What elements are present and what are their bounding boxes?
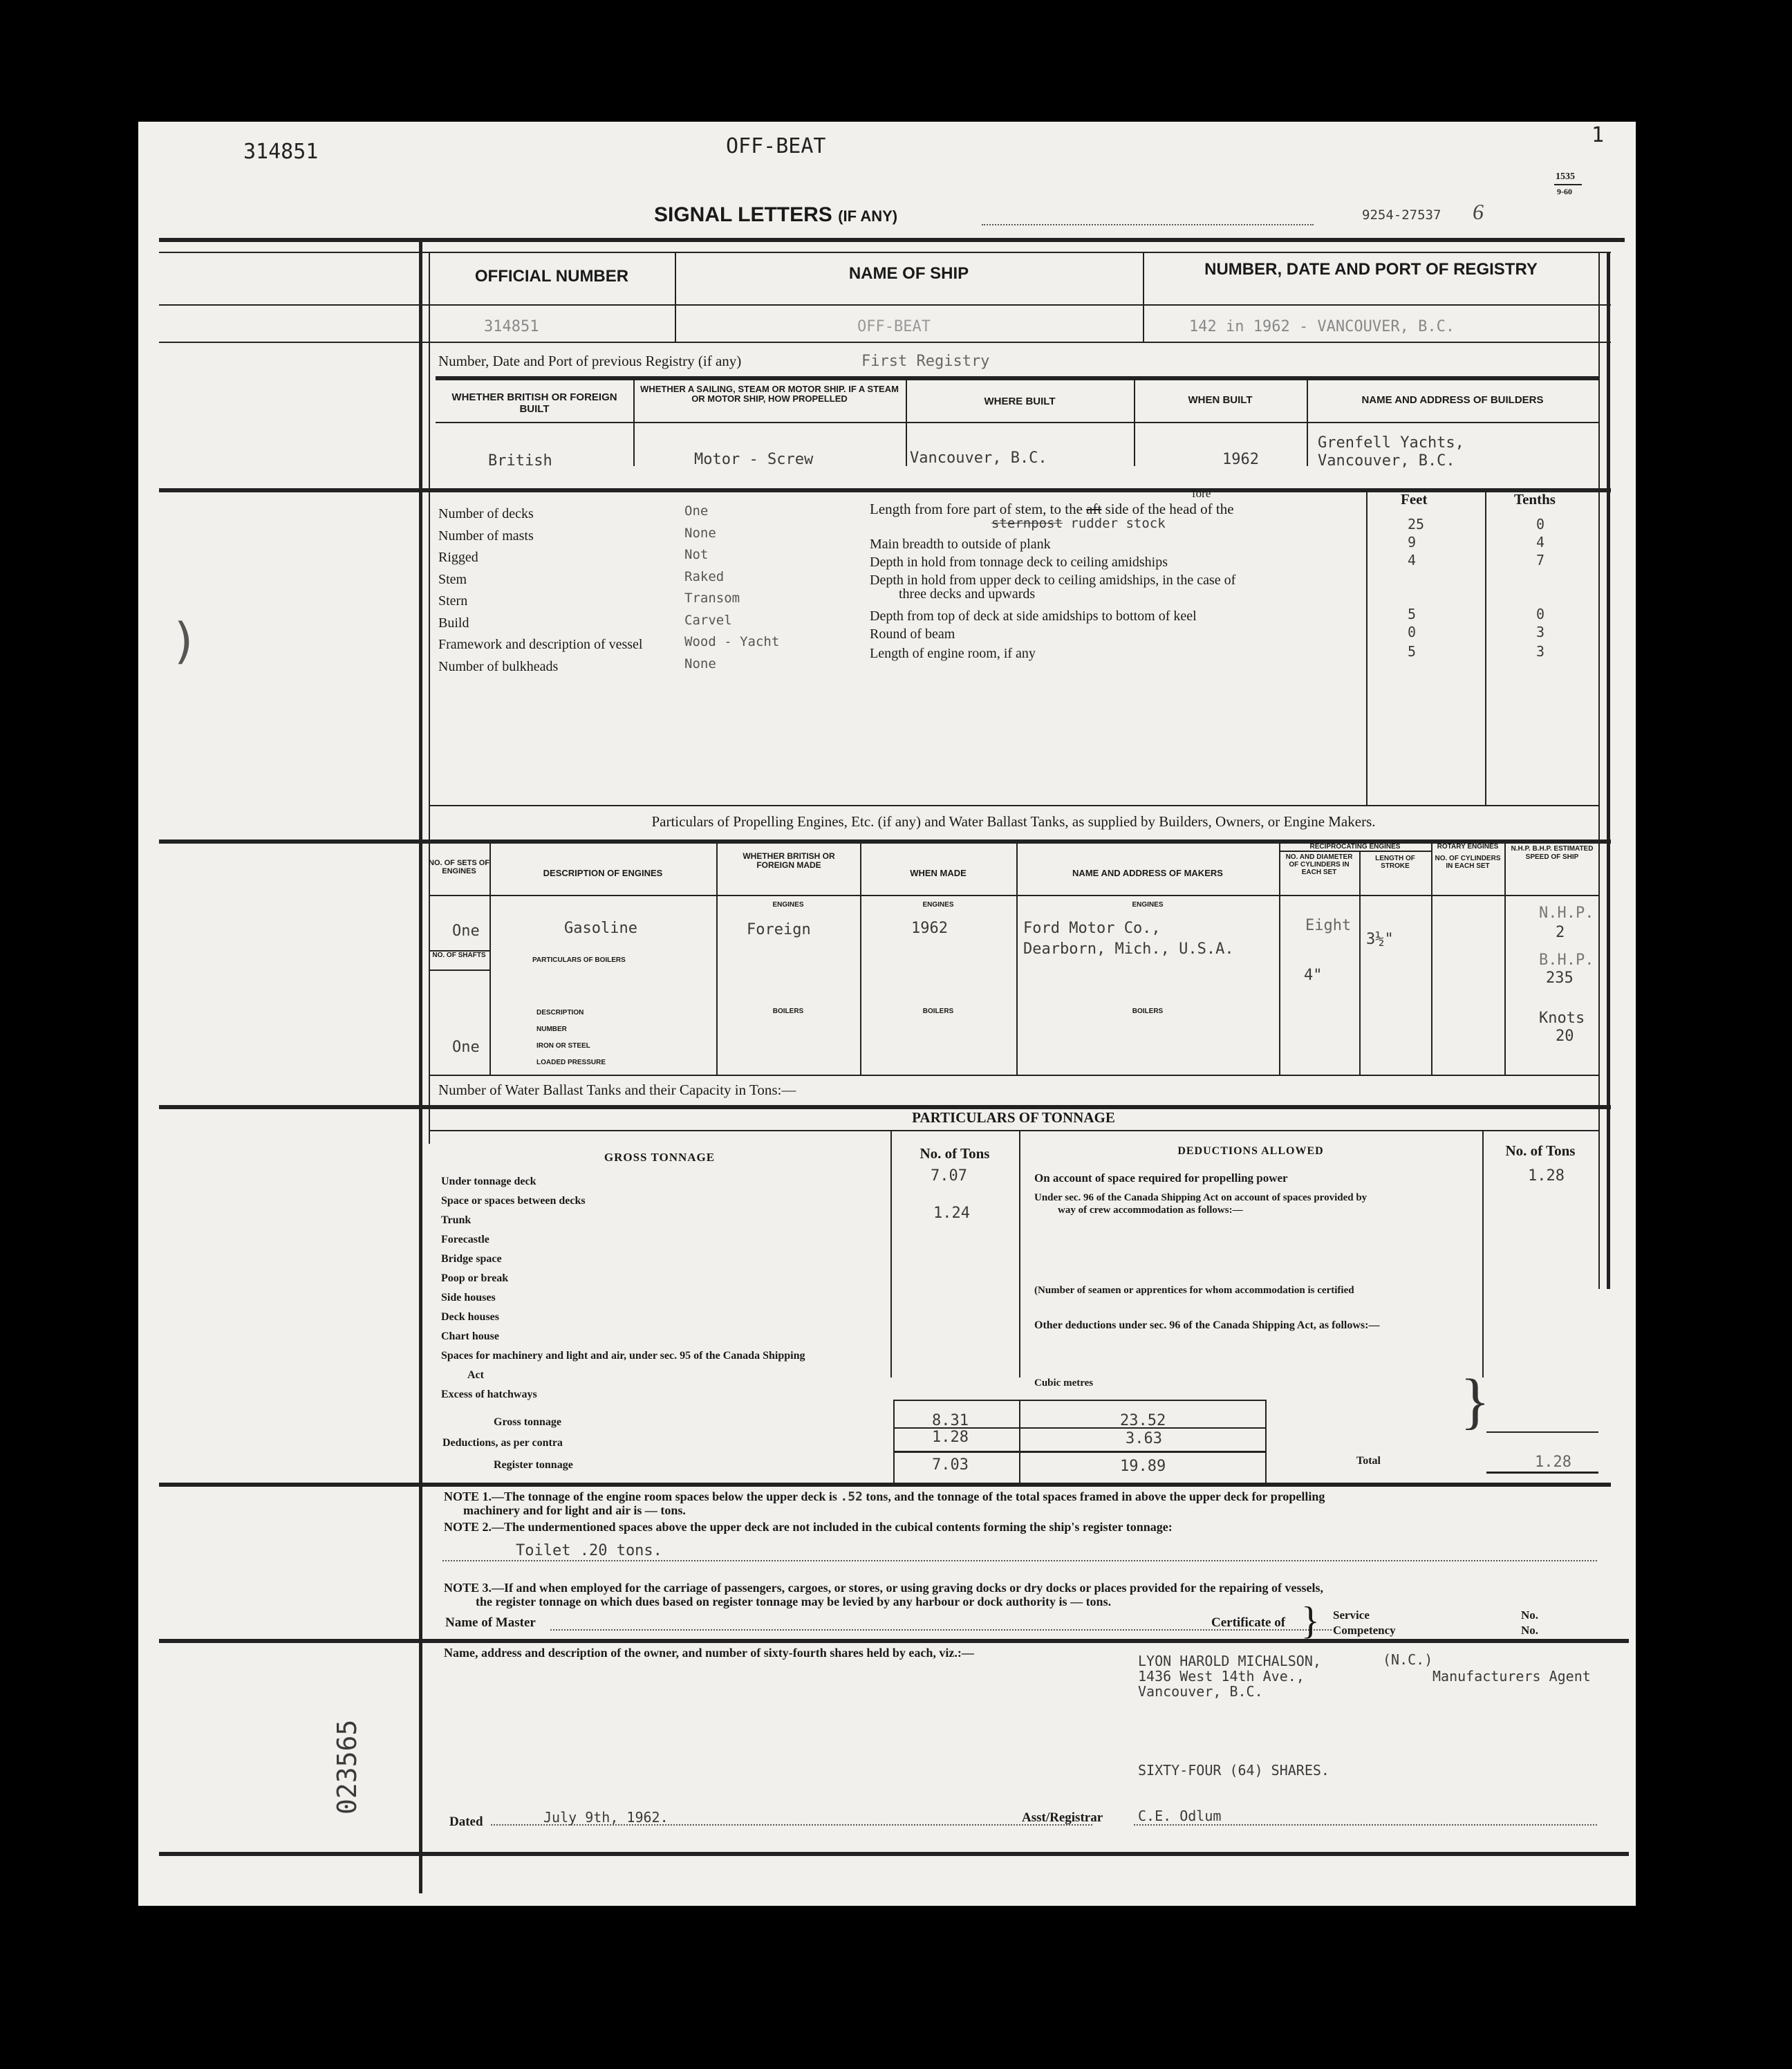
rotary-header: ROTARY ENGINES [1437, 843, 1499, 851]
british-made-header: WHETHER BRITISH OR FOREIGN MADE [743, 851, 835, 870]
description-label: Number of masts [438, 528, 534, 544]
rotary-cylinders-header: NO. OF CYLINDERS IN EACH SET [1435, 855, 1501, 870]
register-total: 7.03 [932, 1456, 969, 1474]
boilers-label: PARTICULARS OF BOILERS [532, 956, 626, 964]
when-made-header: WHEN MADE [910, 868, 967, 878]
where-built-value: Vancouver, B.C. [910, 449, 1047, 467]
dimension-tenths: 0 [1536, 606, 1545, 622]
official-number-header: OFFICIAL NUMBER [474, 267, 629, 286]
engines-title: Particulars of Propelling Engines, Etc. (if any) and Water Ballast Tanks, as supplied by Builders, Owners, or Engine Makers. [651, 813, 1376, 830]
recip-header: RECIPROCATING ENGINES [1309, 843, 1401, 851]
diameter-value: 4" [1304, 967, 1323, 984]
nhp-value: 2 [1556, 924, 1565, 941]
engines-tag-1: ENGINES [772, 901, 804, 909]
dated-value: July 9th, 1962. [543, 1809, 669, 1826]
tons-header: No. of Tons [920, 1145, 990, 1162]
master-label: Name of Master [445, 1615, 536, 1630]
cubic-metres-label: Cubic metres [1034, 1377, 1094, 1389]
total-value: 1.28 [1535, 1454, 1571, 1471]
tonnage-title: PARTICULARS OF TONNAGE [912, 1109, 1115, 1126]
stroke-value: 3½" [1366, 931, 1394, 948]
makers-header: NAME AND ADDRESS OF MAKERS [1072, 868, 1223, 878]
gross-total-label: Gross tonnage [494, 1416, 561, 1428]
trunk-tons: 1.24 [933, 1205, 970, 1222]
register-tonnage-label: Register tonnage [494, 1459, 573, 1471]
dimension-label: three decks and upwards [899, 586, 1036, 602]
tonnage-row-label: Excess of hatchways [441, 1389, 537, 1400]
feet-header: Feet [1401, 491, 1428, 508]
engines-tag-3: ENGINES [1132, 901, 1164, 909]
registrar-value: C.E. Odlum [1138, 1808, 1222, 1824]
registrar-label: Asst/Registrar [1022, 1810, 1103, 1825]
name-of-ship-header: NAME OF SHIP [848, 264, 969, 283]
shafts-label: NO. OF SHAFTS [432, 952, 486, 959]
shafts-value: One [452, 1039, 480, 1056]
tenths-header: Tenths [1514, 491, 1556, 508]
tonnage-row-label: Forecastle [441, 1234, 489, 1245]
margin-mark: ) [174, 613, 194, 669]
ship-name-value: OFF-BEAT [857, 318, 931, 335]
description-label: Number of decks [438, 506, 534, 521]
tonnage-row-label: Deck houses [441, 1311, 500, 1323]
length-label-continued: sternpost rudder stock [991, 516, 1166, 531]
description-value: One [684, 503, 709, 519]
tonnage-row-label: Spaces for machinery and light and air, under sec. 95 of the Canada Shipping [441, 1350, 805, 1362]
owner-label: Name, address and description of the owner, and number of sixty-fourth shares held by each, viz.:— [444, 1646, 974, 1660]
makers-line1: Ford Motor Co., [1023, 920, 1161, 937]
dimension-feet: 5 [1408, 606, 1417, 622]
note3-line1: NOTE 3.—If and when employed for the carriage of passengers, cargoes, or stores, or using graving docks or dry docks or places provided for the repairing of vessels, [444, 1581, 1323, 1595]
certificate-label: Certificate of [1211, 1615, 1286, 1630]
where-built-header: WHERE BUILT [984, 396, 1056, 407]
boilers-tag-1: BOILERS [772, 1008, 804, 1015]
propelled-value: Motor - Screw [694, 451, 814, 468]
nhp-label: N.H.P. [1539, 904, 1594, 922]
tonnage-row-label: Side houses [441, 1292, 496, 1303]
cylinders-value: Eight [1305, 917, 1352, 934]
dimension-tenths: 3 [1536, 643, 1545, 660]
tonnage-row-label: Space or spaces between decks [441, 1195, 586, 1207]
table-right-line [1598, 252, 1600, 1289]
deductions-total: 1.28 [932, 1429, 969, 1446]
propelled-header: WHETHER A SAILING, STEAM OR MOTOR SHIP. IF A STEAM OR MOTOR SHIP, HOW PROPELLED [640, 384, 899, 404]
engines-tag-2: ENGINES [922, 901, 954, 909]
page-number: 1 [1592, 123, 1605, 147]
description-value: Carvel [684, 612, 732, 628]
dimension-tenths: 0 [1536, 516, 1545, 532]
fore-insert: fore [1192, 487, 1211, 500]
gross-cubic: 23.52 [1120, 1412, 1166, 1429]
deductions-cubic: 3.63 [1126, 1430, 1162, 1447]
description-label: Number of bulkheads [438, 658, 559, 674]
top-rule [159, 238, 1625, 242]
dimension-label: Round of beam [870, 627, 955, 642]
tonnage-row-label: Poop or break [441, 1272, 509, 1284]
dimension-feet: 25 [1408, 516, 1425, 532]
previous-registry-label: Number, Date and Port of previous Registry (if any) [438, 353, 742, 369]
service-label: Service [1333, 1608, 1370, 1622]
length-label: Length from fore part of stem, to the aft side of the head of the [870, 501, 1234, 517]
engine-origin-value: Foreign [747, 921, 811, 938]
certificate-bracket: } [1301, 1599, 1320, 1642]
description-label: Build [438, 615, 469, 631]
note2-value: Toilet .20 tons. [516, 1542, 662, 1559]
speed-value: 20 [1556, 1028, 1574, 1045]
dimension-tenths: 3 [1536, 624, 1545, 640]
total-label: Total [1356, 1455, 1381, 1467]
when-built-value: 1962 [1222, 451, 1259, 468]
form-code-rule [1554, 184, 1582, 185]
table-left-line [429, 252, 430, 1144]
boiler-field-label: DESCRIPTION [536, 1009, 584, 1017]
description-label: Framework and description of vessel [438, 637, 643, 652]
previous-registry-value: First Registry [861, 353, 990, 370]
description-value: Not [684, 547, 709, 562]
dimension-feet: 0 [1408, 624, 1417, 640]
owner-address2: Vancouver, B.C. [1138, 1683, 1263, 1700]
owner-shares: SIXTY-FOUR (64) SHARES. [1138, 1762, 1329, 1779]
ded-propelling: On account of space required for propelling power [1034, 1171, 1288, 1185]
description-label: Rigged [438, 550, 478, 565]
official-number-top: 314851 [243, 140, 319, 164]
description-value: Wood - Yacht [684, 634, 780, 649]
dimension-label: Depth in hold from upper deck to ceiling amidships, in the case of [870, 573, 1236, 588]
boilers-tag-3: BOILERS [1132, 1008, 1164, 1015]
british-built-header: WHETHER BRITISH OR FOREIGN BUILT [451, 391, 617, 415]
note1-line2: machinery and for light and air is — tons. [463, 1503, 686, 1517]
dimension-feet: 4 [1408, 552, 1417, 568]
side-number: 023565 [332, 1719, 362, 1815]
deductions-total-label: Deductions, as per contra [442, 1437, 563, 1449]
description-label: Stem [438, 571, 467, 587]
owner-occupation: Manufacturers Agent [1432, 1668, 1591, 1685]
makers-line2: Dearborn, Mich., U.S.A. [1023, 940, 1234, 958]
stroke-header: LENGTH OF STROKE [1375, 855, 1415, 870]
note3-line2: the register tonnage on which dues based on register tonnage may be levied by any harbour or dock authority is — tons. [476, 1595, 1112, 1608]
builders-header: NAME AND ADDRESS OF BUILDERS [1361, 394, 1544, 406]
sets-header: NO. OF SETS OF ENGINES [429, 859, 490, 875]
dimension-label: Length of engine room, if any [870, 646, 1036, 661]
ballast-label: Number of Water Ballast Tanks and their Capacity in Tons:— [438, 1082, 796, 1098]
official-number-value: 314851 [484, 318, 539, 335]
form-code-bottom: 9-60 [1557, 187, 1572, 196]
tonnage-row-label: Under tonnage deck [441, 1176, 536, 1187]
signal-letters-label: SIGNAL LETTERS (IF ANY) [654, 203, 898, 226]
tonnage-row-label: Chart house [441, 1330, 500, 1342]
tonnage-row-label: Trunk [441, 1214, 472, 1226]
deduction-tons-header: No. of Tons [1505, 1142, 1576, 1159]
reference-mark: 6 [1473, 199, 1484, 224]
ded-crew-a: Under sec. 96 of the Canada Shipping Act on account of spaces provided by [1034, 1192, 1368, 1203]
description-value: None [684, 525, 716, 541]
dimension-feet: 5 [1408, 643, 1417, 660]
ship-name-top: OFF-BEAT [726, 134, 826, 158]
tonnage-row-label: Bridge space [441, 1253, 502, 1265]
table-right-line-outer [1607, 252, 1610, 1289]
boiler-field-label: NUMBER [536, 1026, 567, 1033]
dimension-tenths: 4 [1536, 534, 1545, 550]
reference-number: 9254-27537 [1362, 207, 1441, 223]
bhp-label: B.H.P. [1539, 952, 1594, 969]
under-deck-tons: 7.07 [931, 1167, 967, 1185]
ded-crew-b: way of crew accommodation as follows:— [1058, 1205, 1243, 1216]
builders-line1: Grenfell Yachts, [1318, 434, 1464, 452]
description-value: None [684, 656, 716, 671]
competency-no-label: No. [1521, 1624, 1539, 1637]
owner-address1: 1436 West 14th Ave., [1138, 1668, 1305, 1685]
note1-line1: NOTE 1.—The tonnage of the engine room spaces below the upper deck is .52 tons, and the tonnage of the total spaces framed in above the upper deck for propelling [444, 1490, 1325, 1504]
dimension-tenths: 7 [1536, 552, 1545, 568]
competency-label: Competency [1333, 1624, 1396, 1637]
signal-letters-dots [982, 224, 1314, 225]
owner-name: LYON HAROLD MICHALSON, [1138, 1653, 1321, 1669]
tonnage-row-label: Act [467, 1369, 484, 1381]
note2: NOTE 2.—The undermentioned spaces above the upper deck are not included in the cubical contents forming the ship's register tonnage: [444, 1520, 1173, 1534]
owner-flag: (N.C.) [1383, 1651, 1433, 1668]
engine-sets-value: One [452, 922, 480, 940]
ded-propelling-tons: 1.28 [1528, 1167, 1565, 1185]
engine-description-value: Gasoline [564, 920, 637, 937]
dimension-label: Main breadth to outside of plank [870, 537, 1051, 552]
form-code-top: 1535 [1556, 171, 1575, 182]
dimension-label: Depth in hold from tonnage deck to ceiling amidships [870, 555, 1168, 570]
registry-document [138, 122, 1636, 1906]
description-label: Stern [438, 593, 468, 609]
british-built-value: British [488, 452, 552, 470]
bhp-value: 235 [1546, 969, 1574, 987]
speed-label: Knots [1539, 1010, 1585, 1027]
when-built-header: WHEN BUILT [1188, 394, 1253, 406]
description-value: Transom [684, 591, 740, 606]
boiler-field-label: IRON OR STEEL [536, 1042, 590, 1050]
service-no-label: No. [1521, 1608, 1539, 1622]
ded-other: Other deductions under sec. 96 of the Canada Shipping Act, as follows:— [1034, 1319, 1380, 1331]
description-value: Raked [684, 568, 725, 584]
bracket-mark: } [1460, 1367, 1491, 1436]
dimension-feet: 9 [1408, 534, 1417, 550]
boilers-tag-2: BOILERS [922, 1008, 954, 1015]
deductions-header: DEDUCTIONS ALLOWED [1177, 1145, 1324, 1157]
desc-engines-header: DESCRIPTION OF ENGINES [543, 868, 663, 878]
register-cubic: 19.89 [1120, 1458, 1166, 1475]
cylinders-header: NO. AND DIAMETER OF CYLINDERS IN EACH SET [1285, 853, 1353, 876]
dimension-label: Depth from top of deck at side amidships to bottom of keel [870, 609, 1197, 624]
gross-tonnage-header: GROSS TONNAGE [604, 1151, 716, 1164]
engine-year-value: 1962 [911, 920, 948, 937]
dated-label: Dated [449, 1815, 483, 1829]
registry-port-header: NUMBER, DATE AND PORT OF REGISTRY [1204, 260, 1538, 279]
ded-seamen: (Number of seamen or apprentices for whom accommodation is certified [1034, 1285, 1354, 1296]
builders-line2: Vancouver, B.C. [1318, 452, 1455, 470]
boiler-field-label: LOADED PRESSURE [536, 1059, 606, 1066]
gross-total: 8.31 [932, 1412, 969, 1429]
nhp-header: N.H.P. B.H.P. ESTIMATED SPEED OF SHIP [1511, 845, 1594, 861]
registry-port-value: 142 in 1962 - VANCOUVER, B.C. [1189, 318, 1455, 335]
